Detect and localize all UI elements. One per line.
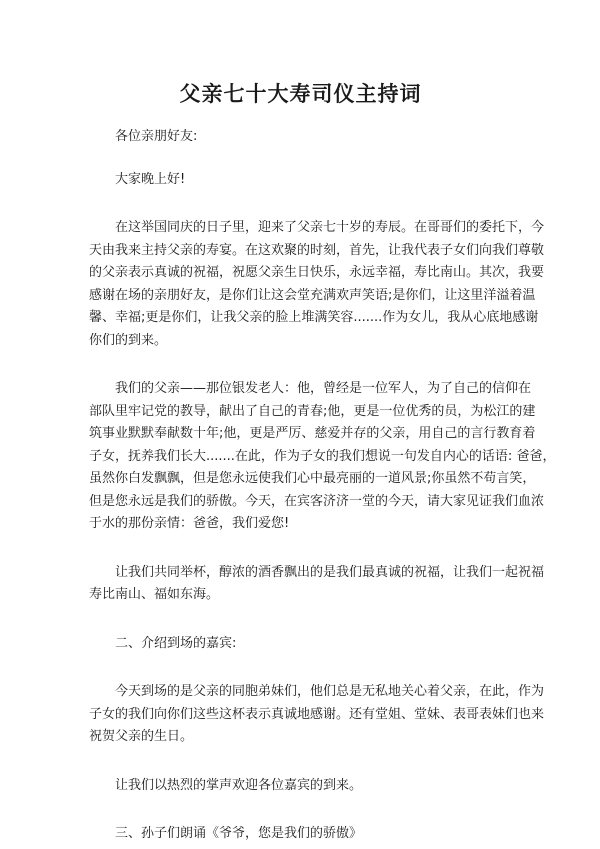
document-title: 父亲七十大寿司仪主持词 — [179, 82, 422, 106]
text-line: 让我们共同举杯，醇浓的酒香飘出的是我们最真诚的祝福，让我们一起祝福 — [115, 564, 545, 580]
paragraph-welcome: 让我们以热烈的掌声欢迎各位嘉宾的到来。 — [115, 777, 363, 793]
text-line: 虽然你白发飘飘，但是您永远使我们心中最亮丽的一道风景;你虽然不苟言笑， — [89, 471, 536, 486]
text-line: 子女的我们向你们这些这杯表示真诚地感谢。还有堂姐、堂妹、表哥表妹们也来 — [89, 706, 545, 722]
text-line: 祝贺父亲的生日。 — [89, 729, 194, 744]
paragraph-father — [89, 378, 556, 536]
greeting-friends: 各位亲朋好友: — [115, 129, 198, 144]
text-line: 部队里牢记党的教导，献出了自己的青春;他，更是一位优秀的员，为松江的建 — [89, 403, 536, 419]
paragraph-toast — [89, 562, 545, 607]
text-line: 筑事业默默奉献数十年;他，更是严厉、慈爱并存的父亲，用自己的言行教育着 — [89, 426, 536, 441]
text-line: 馨、幸福;更是你们，让我父亲的脸上堆满笑容.......作为女儿，我从心底地感谢 — [89, 310, 539, 325]
greeting-evening: 大家晚上好! — [115, 171, 186, 187]
text-line: 今天到场的是父亲的同胞弟妹们，他们总是无私地关心着父亲，在此，作为 — [115, 684, 545, 699]
text-line: 的父亲表示真诚的祝福，祝愿父亲生日快乐，永远幸福，寿比南山。其次，我要 — [89, 265, 545, 280]
text-line: 你们的到来。 — [89, 332, 168, 348]
text-line: 寿比南山、福如东海。 — [89, 587, 220, 602]
text-line: 在这举国同庆的日子里，迎来了父亲七十岁的寿辰。在哥哥们的委托下，今 — [115, 220, 545, 235]
paragraph-opening — [89, 217, 545, 352]
text-line: 但是您永远是我们的骄傲。今天，在宾客济济一堂的今天，请大家见证我们血浓 — [89, 493, 545, 509]
text-line: 感谢在场的亲朋好友，是你们让这会堂充满欢声笑语;是你们，让这里洋溢着温 — [89, 287, 536, 303]
text-line: 于水的那份亲情：爸爸，我们爱您! — [89, 516, 290, 531]
text-line: 子女，抚养我们长大.......在此，作为子女的我们想说一句发自内心的话语: 爸爸， — [89, 448, 556, 464]
section-heading-guests: 二、介绍到场的嘉宾: — [115, 635, 237, 651]
section-heading-recital: 三、孙子们朗诵《爷爷，您是我们的骄傲》 — [115, 826, 363, 841]
text-line: 我们的父亲——那位银发老人：他，曾经是一位军人，为了自己的信仰在 — [115, 381, 532, 396]
text-line: 天由我来主持父亲的寿宴。在这欢聚的时刻，首先，让我代表子女们向我们尊敬 — [89, 242, 545, 258]
paragraph-guests — [89, 681, 545, 749]
